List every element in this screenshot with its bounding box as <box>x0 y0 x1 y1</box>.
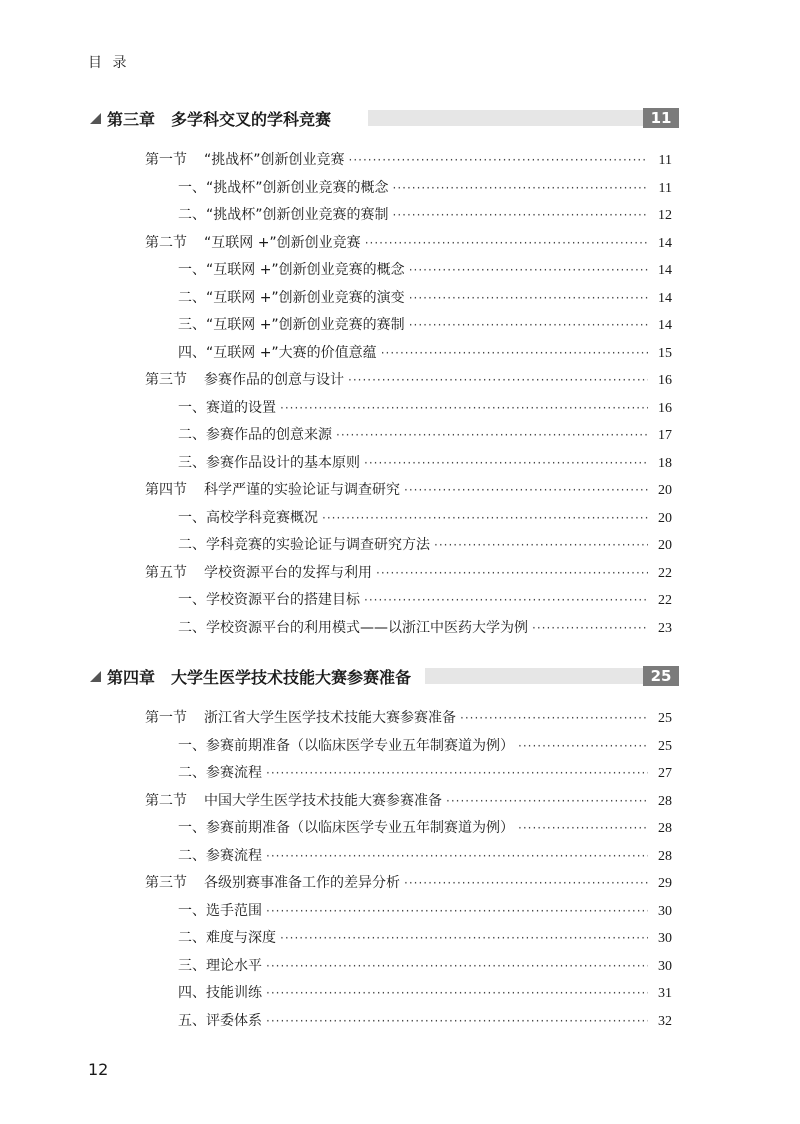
chapter-page-number: 11 <box>643 108 679 128</box>
dot-leader <box>409 263 648 277</box>
section-number: 第三节 <box>145 875 187 891</box>
entry-title: 二、难度与深度 <box>178 930 276 946</box>
entry-title: 三、参赛作品设计的基本原则 <box>178 454 360 471</box>
triangle-marker-icon <box>90 671 101 682</box>
entry-title: 一、“互联网 +”创新创业竞赛的概念 <box>178 262 405 278</box>
entry-page-number: 11 <box>658 180 672 196</box>
entry-page-number: 14 <box>658 235 672 251</box>
toc-item-entry[interactable] <box>178 452 672 474</box>
entry-label <box>145 369 344 389</box>
toc-section-entry[interactable] <box>145 479 672 501</box>
entry-page-number: 12 <box>658 208 672 223</box>
entry-title: 五、评委体系 <box>178 1012 262 1029</box>
entry-title: 学校资源平台的发挥与利用 <box>204 564 372 581</box>
entry-title: 一、参赛前期准备（以临床医学专业五年制赛道为例） <box>178 820 514 836</box>
entry-page-number: 28 <box>658 793 672 809</box>
chapter-bar <box>368 110 679 126</box>
entry-label <box>178 452 360 472</box>
chapter-heading[interactable] <box>88 108 679 128</box>
dot-leader <box>280 931 648 945</box>
entry-label <box>178 259 405 279</box>
chapter-title <box>107 665 425 688</box>
dot-leader <box>434 538 648 552</box>
entry-label <box>178 534 430 554</box>
entry-page-number: 30 <box>658 931 672 946</box>
entry-page-number: 20 <box>658 538 672 553</box>
toc-item-entry[interactable] <box>178 397 672 419</box>
toc-item-entry[interactable] <box>178 762 672 784</box>
entry-label <box>178 507 318 527</box>
toc-section-entry[interactable] <box>145 790 672 812</box>
dot-leader <box>404 876 648 890</box>
entry-label <box>145 149 345 169</box>
dot-leader <box>364 593 648 607</box>
entry-page-number: 25 <box>658 711 672 726</box>
toc-item-entry[interactable] <box>178 259 672 281</box>
entry-title: 科学严谨的实验论证与调查研究 <box>204 482 400 498</box>
entry-title: 一、选手范围 <box>178 902 262 919</box>
dot-leader <box>364 456 648 470</box>
toc-item-entry[interactable] <box>178 817 672 839</box>
toc-section-entry[interactable] <box>145 562 672 584</box>
entry-label <box>178 287 405 307</box>
entry-label <box>178 735 514 755</box>
entry-page-number: 14 <box>658 290 672 306</box>
entry-page-number: 11 <box>658 153 672 168</box>
entry-title: 二、参赛流程 <box>178 847 262 864</box>
entry-label <box>145 479 400 499</box>
triangle-marker-icon <box>90 113 101 124</box>
entry-page-number: 14 <box>658 318 672 333</box>
chapter-heading[interactable] <box>88 666 679 686</box>
dot-leader <box>266 849 648 863</box>
section-number: 第一节 <box>145 710 187 726</box>
entry-page-number: 28 <box>658 848 672 864</box>
entry-title: 中国大学生医学技术技能大赛参赛准备 <box>204 792 442 809</box>
entry-page-number: 27 <box>658 766 672 781</box>
entry-label <box>178 900 262 920</box>
toc-item-entry[interactable] <box>178 424 672 446</box>
entry-label <box>178 589 360 609</box>
dot-leader <box>532 621 648 635</box>
entry-page-number: 30 <box>658 903 672 919</box>
dot-leader <box>348 373 648 387</box>
dot-leader <box>365 236 648 250</box>
toc-item-entry[interactable] <box>178 287 672 309</box>
toc-item-entry[interactable] <box>178 900 672 922</box>
entry-title: 二、参赛流程 <box>178 765 262 781</box>
entry-title: “挑战杯”创新创业竞赛 <box>204 152 345 168</box>
entry-page-number: 17 <box>658 428 672 443</box>
entry-label <box>145 232 361 252</box>
dot-leader <box>266 766 648 780</box>
toc-item-entry[interactable] <box>178 927 672 949</box>
dot-leader <box>336 428 648 442</box>
entry-title: 一、学校资源平台的搭建目标 <box>178 592 360 608</box>
chapter-number: 第四章 <box>107 668 156 687</box>
toc-item-entry[interactable] <box>178 507 672 529</box>
entry-title: 浙江省大学生医学技术技能大赛参赛准备 <box>204 710 456 726</box>
entry-page-number: 31 <box>658 986 672 1001</box>
dot-leader <box>446 794 648 808</box>
dot-leader <box>518 821 648 835</box>
entry-label <box>178 927 276 947</box>
entry-label <box>178 1010 262 1030</box>
entry-page-number: 23 <box>658 620 672 636</box>
chapter-title <box>107 107 345 130</box>
entry-title: 二、学科竞赛的实验论证与调查研究方法 <box>178 537 430 553</box>
entry-title: 一、赛道的设置 <box>178 399 276 416</box>
entry-title: 一、高校学科竞赛概况 <box>178 509 318 526</box>
entry-title: 三、“互联网 +”创新创业竞赛的赛制 <box>178 317 405 333</box>
toc-section-entry[interactable] <box>145 707 672 729</box>
entry-label <box>178 397 276 417</box>
toc-item-entry[interactable] <box>178 177 672 199</box>
entry-label <box>178 982 262 1002</box>
entry-title: 二、“挑战杯”创新创业竞赛的赛制 <box>178 207 389 223</box>
dot-leader <box>266 959 648 973</box>
entry-page-number: 32 <box>658 1013 672 1029</box>
entry-title: 四、“互联网 +”大赛的价值意蕴 <box>178 344 377 361</box>
dot-leader <box>322 511 648 525</box>
entry-title: 一、“挑战杯”创新创业竞赛的概念 <box>178 179 389 196</box>
toc-section-entry[interactable] <box>145 232 672 254</box>
entry-label <box>178 314 405 334</box>
chapter-title-text: 多学科交叉的学科竞赛 <box>171 110 332 129</box>
dot-leader <box>381 346 648 360</box>
entry-label <box>178 617 528 637</box>
toc-item-entry[interactable] <box>178 955 672 977</box>
entry-page-number: 18 <box>658 455 672 471</box>
entry-page-number: 14 <box>658 263 672 278</box>
entry-label <box>178 845 262 865</box>
entry-page-number: 16 <box>658 373 672 388</box>
dot-leader <box>266 904 648 918</box>
dot-leader <box>393 181 648 195</box>
running-header: 目 录 <box>88 55 130 71</box>
entry-label <box>178 762 262 782</box>
entry-title: 二、参赛作品的创意来源 <box>178 427 332 443</box>
section-number: 第四节 <box>145 482 187 498</box>
entry-label <box>178 342 377 362</box>
entry-page-number: 28 <box>658 821 672 836</box>
entry-label <box>178 177 389 197</box>
entry-label <box>145 872 400 892</box>
entry-page-number: 16 <box>658 400 672 416</box>
dot-leader <box>409 291 648 305</box>
page-number: 12 <box>88 1060 109 1079</box>
entry-page-number: 22 <box>658 593 672 608</box>
dot-leader <box>409 318 648 332</box>
section-number: 第五节 <box>145 564 187 581</box>
dot-leader <box>266 1014 648 1028</box>
entry-page-number: 20 <box>658 510 672 526</box>
dot-leader <box>280 401 648 415</box>
dot-leader <box>349 153 648 167</box>
dot-leader <box>518 739 648 753</box>
entry-page-number: 20 <box>658 483 672 498</box>
section-number: 第一节 <box>145 152 187 168</box>
entry-title: 二、学校资源平台的利用模式——以浙江中医药大学为例 <box>178 619 528 636</box>
toc-item-entry[interactable] <box>178 314 672 336</box>
section-number: 第二节 <box>145 234 187 251</box>
entry-page-number: 15 <box>658 345 672 361</box>
toc-section-entry[interactable] <box>145 872 672 894</box>
entry-page-number: 22 <box>658 565 672 581</box>
dot-leader <box>460 711 648 725</box>
entry-title: 二、“互联网 +”创新创业竞赛的演变 <box>178 289 405 306</box>
entry-page-number: 29 <box>658 876 672 891</box>
entry-page-number: 30 <box>658 958 672 974</box>
toc-item-entry[interactable] <box>178 342 672 364</box>
entry-label <box>178 424 332 444</box>
dot-leader <box>393 208 648 222</box>
entry-title: “互联网 +”创新创业竞赛 <box>204 234 361 251</box>
toc-item-entry[interactable] <box>178 982 672 1004</box>
toc-item-entry[interactable] <box>178 1010 672 1032</box>
chapter-number: 第三章 <box>107 110 156 129</box>
entry-label <box>178 817 514 837</box>
entry-label <box>178 955 262 975</box>
toc-item-entry[interactable] <box>178 735 672 757</box>
toc-section-entry[interactable] <box>145 369 672 391</box>
chapter-title-text: 大学生医学技术技能大赛参赛准备 <box>171 668 412 687</box>
entry-title: 四、技能训练 <box>178 985 262 1001</box>
toc-item-entry[interactable] <box>178 204 672 226</box>
entry-label <box>145 790 442 810</box>
toc-item-entry[interactable] <box>178 617 672 639</box>
dot-leader <box>266 986 648 1000</box>
entry-title: 各级别赛事准备工作的差异分析 <box>204 875 400 891</box>
toc-item-entry[interactable] <box>178 534 672 556</box>
section-number: 第二节 <box>145 792 187 809</box>
entry-label <box>178 204 389 224</box>
toc-item-entry[interactable] <box>178 589 672 611</box>
section-number: 第三节 <box>145 372 187 388</box>
toc-item-entry[interactable] <box>178 845 672 867</box>
entry-label <box>145 562 372 582</box>
entry-page-number: 25 <box>658 738 672 754</box>
dot-leader <box>404 483 648 497</box>
chapter-page-number: 25 <box>643 666 679 686</box>
toc-section-entry[interactable] <box>145 149 672 171</box>
entry-label <box>145 707 456 727</box>
dot-leader <box>376 566 648 580</box>
entry-title: 一、参赛前期准备（以临床医学专业五年制赛道为例） <box>178 737 514 754</box>
entry-title: 参赛作品的创意与设计 <box>204 372 344 388</box>
entry-title: 三、理论水平 <box>178 957 262 974</box>
